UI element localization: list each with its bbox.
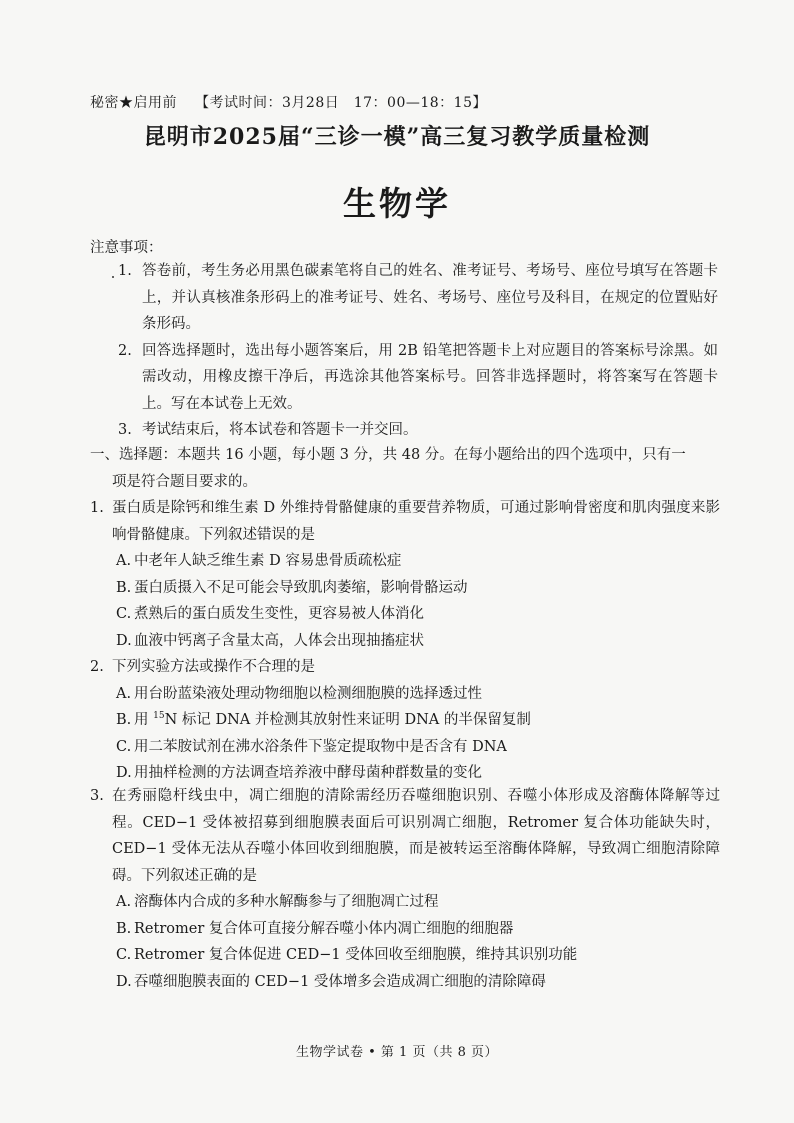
header-line bbox=[90, 92, 487, 112]
option-list bbox=[90, 681, 720, 787]
option-c: C. 用二苯胺试剂在沸水浴条件下鉴定提取物中是否含有 DNA bbox=[116, 738, 507, 755]
section-line: 一、选择题：本题共 16 小题，每小题 3 分，共 48 分。在每小题给出的四个选项中，只有一 bbox=[90, 447, 686, 463]
question-number: 3. bbox=[90, 788, 104, 804]
option-list bbox=[90, 889, 720, 995]
section-line: 项是符合题目要求的。 bbox=[112, 473, 257, 490]
stem-text: 下列实验方法或操作不合理的是 bbox=[112, 659, 315, 675]
option-d: D. 吞噬细胞膜表面的 CED−1 受体增多会造成凋亡细胞的清除障碍 bbox=[116, 973, 546, 990]
option-b: B. 用 $^{15}$N 标记 DNA 并检测其放射性来证明 DNA 的半保留复制 bbox=[116, 711, 531, 728]
question-stem bbox=[90, 654, 720, 681]
subject-title: 生物学 bbox=[343, 184, 451, 223]
stem-text: 在秀丽隐杆线虫中，凋亡细胞的清除需经历吞噬细胞识别、吞噬小体形成及溶酶体降解等过程。CED−1 受体被招募到细胞膜表面后可识别凋亡细胞，Retromer 复合体功能缺失时，CED−1 受体无法从吞噬小体回收到细胞膜，而是被转运至溶酶体降解，导致凋亡细胞清除障碍。下列叙述正确的是 bbox=[112, 788, 720, 884]
isotope-superscript: 15 bbox=[153, 711, 165, 721]
question-number: 1. bbox=[90, 500, 104, 516]
note-item bbox=[118, 338, 718, 418]
note-item bbox=[118, 258, 718, 338]
option-a: A. 溶酶体内合成的多种水解酶参与了细胞凋亡过程 bbox=[116, 894, 439, 910]
question-3 bbox=[90, 783, 720, 995]
section-heading bbox=[90, 442, 720, 495]
notes-list bbox=[118, 258, 718, 444]
note-number: 2. bbox=[118, 342, 132, 359]
page-footer: 生物学试卷 • 第 1 页（共 8 页） bbox=[295, 1045, 498, 1060]
note-text: 考试结束后，将本试卷和答题卡一并交回。 bbox=[142, 422, 418, 438]
exam-time: 【考试时间：3月28日 17：00—18：15】 bbox=[195, 95, 487, 111]
scan-dot bbox=[112, 276, 114, 278]
option-a: A. 用台盼蓝染液处理动物细胞以检测细胞膜的选择透过性 bbox=[116, 685, 482, 702]
exam-title: 昆明市2025届“三诊一模”高三复习教学质量检测 bbox=[143, 124, 651, 150]
question-2 bbox=[90, 654, 720, 787]
notes-heading: 注意事项： bbox=[90, 240, 163, 256]
note-number: 1. bbox=[118, 263, 132, 279]
option-d: D. 血液中钙离子含量太高，人体会出现抽搐症状 bbox=[116, 632, 424, 649]
note-text: 回答选择题时，选出每小题答案后，用 2B 铅笔把答题卡上对应题目的答案标号涂黑。如需改动，用橡皮擦干净后，再选涂其他答案标号。回答非选择题时，将答案写在答题卡上。写在本试卷上无效。 bbox=[142, 342, 718, 412]
question-1 bbox=[90, 495, 720, 654]
note-item bbox=[118, 417, 718, 444]
option-list bbox=[90, 548, 720, 654]
question-stem bbox=[90, 783, 720, 889]
stem-text: 蛋白质是除钙和维生素 D 外维持骨骼健康的重要营养物质，可通过影响骨密度和肌肉强度来影响骨骼健康。下列叙述错误的是 bbox=[112, 500, 720, 543]
question-stem bbox=[90, 495, 720, 548]
option-d: D. 用抽样检测的方法调查培养液中酵母菌种群数量的变化 bbox=[116, 765, 482, 781]
option-c: C. Retromer 复合体促进 CED−1 受体回收至细胞膜，维持其识别功能 bbox=[116, 947, 578, 963]
option-b: B. 蛋白质摄入不足可能会导致肌肉萎缩，影响骨骼运动 bbox=[116, 579, 468, 596]
option-c: C. 煮熟后的蛋白质发生变性，更容易被人体消化 bbox=[116, 606, 424, 622]
note-number: 3. bbox=[118, 422, 132, 438]
note-text: 答卷前，考生务必用黑色碳素笔将自己的姓名、准考证号、考场号、座位号填写在答题卡上，并认真核准条形码上的准考证号、姓名、考场号、座位号及科目，在规定的位置贴好条形码。 bbox=[142, 263, 718, 332]
question-number: 2. bbox=[90, 659, 104, 675]
option-a: A. 中老年人缺乏维生素 D 容易患骨质疏松症 bbox=[116, 553, 402, 569]
option-b: B. Retromer 复合体可直接分解吞噬小体内凋亡细胞的细胞器 bbox=[116, 920, 514, 937]
secret-label: 秘密★启用前 bbox=[90, 95, 177, 111]
